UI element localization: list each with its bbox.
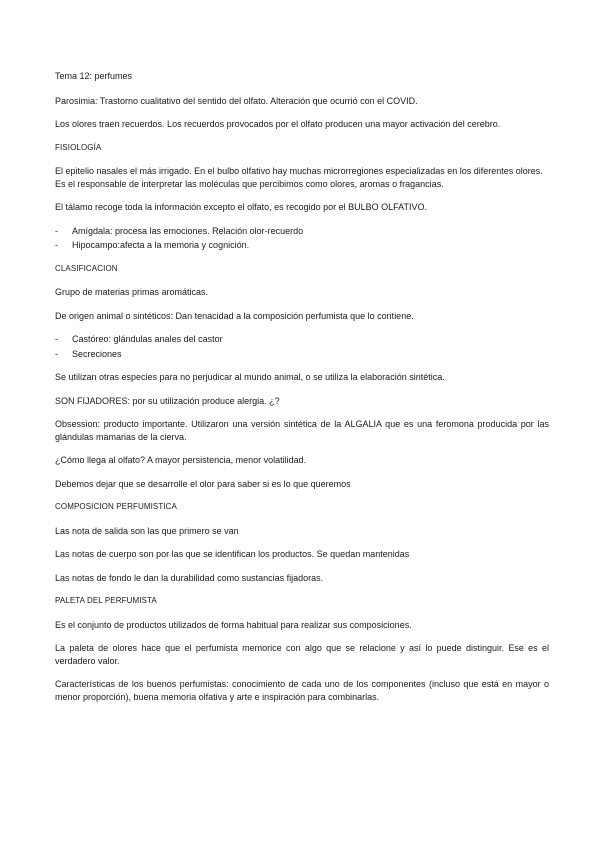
paragraph-caracteristicas: Características de los buenos perfumistas: conocimiento de cada uno de los componentes (incluso que está en mayor o menor proporción), buena memoria olfativa y arte e inspiración para combinarlas. [55,679,549,702]
heading-fisiologia: FISIOLOGÍA [55,142,102,152]
paragraph-notas-fondo: Las notas de fondo le dan la durabilidad como sustancias fijadoras. [55,572,324,583]
dash-bullet: - [55,240,58,250]
paragraph-conjunto-productos: Es el conjunto de productos utilizados de forma habitual para realizar sus composiciones. [55,619,412,630]
paragraph-epitelio: El epitelio nasales el más irrigado. En el bulbo olfativo hay muchas microrregiones especializadas en los diferentes olores. Es el responsable de interpretar las moléculas que percibimos como olores, aromas o fragancias. [55,166,543,189]
list-item-text: Secreciones [72,348,122,359]
paragraph-talamo: El tálamo recoge toda la información excepto el olfato, es recogido por el BULBO OLFATIVO. [55,202,428,212]
document-page [55,70,549,714]
paragraph-origen-animal: De origen animal o sintéticos: Dan tenacidad a la composición perfumista que lo contiene. [55,310,414,321]
paragraph-materias-primas: Grupo de materias primas aromáticas. [55,287,209,297]
paragraph-obsession: Obsession: producto importante. Utilizaron una versión sintética de la ALGALIA que es una feromona producida por las glándulas mamarias de la cierva. [55,419,549,442]
dash-bullet: - [55,348,58,359]
list-item-text: Amígdala: procesa las emociones. Relación olor-recuerdo [72,225,304,236]
document-title: Tema 12: perfumes [55,71,133,81]
paragraph-desarrolle-olor: Debemos dejar que se desarrolle el olor para saber si es lo que queremos [55,478,351,489]
list-item [55,333,549,346]
heading-composicion: COMPOSICION PERFUMISTICA [55,502,177,511]
paragraph-llega-olfato: ¿Cómo llega al olfato? A mayor persistencia, menor volatilidad. [55,455,307,465]
paragraph-parosmia: Parosimia: Trastorno cualitativo del sentido del olfato. Alteración que ocurrió con el COVID. [55,95,418,106]
list-item [55,348,549,361]
list-item-text: Hipocampo:afecta a la memoria y cognición. [72,240,250,250]
dash-bullet: - [55,334,58,344]
paragraph-fijadores: SON FIJADORES: por su utilización produce alergia. ¿? [55,395,280,406]
list-item [55,239,549,252]
list-clasificacion [55,333,549,360]
list-fisiologia [55,225,549,252]
list-item [55,225,549,238]
dash-bullet: - [55,225,58,236]
list-item-text: Castóreo: glándulas anales del castor [72,334,223,344]
heading-paleta: PALETA DEL PERFUMISTA [55,596,157,605]
paragraph-otras-especies: Se utilizan otras especies para no perjudicar al mundo animal, o se utiliza la elaboración sintética. [55,372,445,382]
paragraph-olores-recuerdos: Los olores traen recuerdos. Los recuerdos provocados por el olfato producen una mayor activación del cerebro. [55,119,501,129]
paragraph-notas-cuerpo: Las notas de cuerpo son por las que se identifican los productos. Se quedan mantenidas [55,549,410,559]
heading-clasificacion: CLASIFICACION [55,263,118,273]
paragraph-paleta-olores: La paleta de olores hace que el perfumista memorice con algo que se relacione y así lo puede distinguir. Ese es el verdadero valor. [55,643,549,666]
paragraph-notas-salida: Las nota de salida son las que primero se van [55,525,239,536]
